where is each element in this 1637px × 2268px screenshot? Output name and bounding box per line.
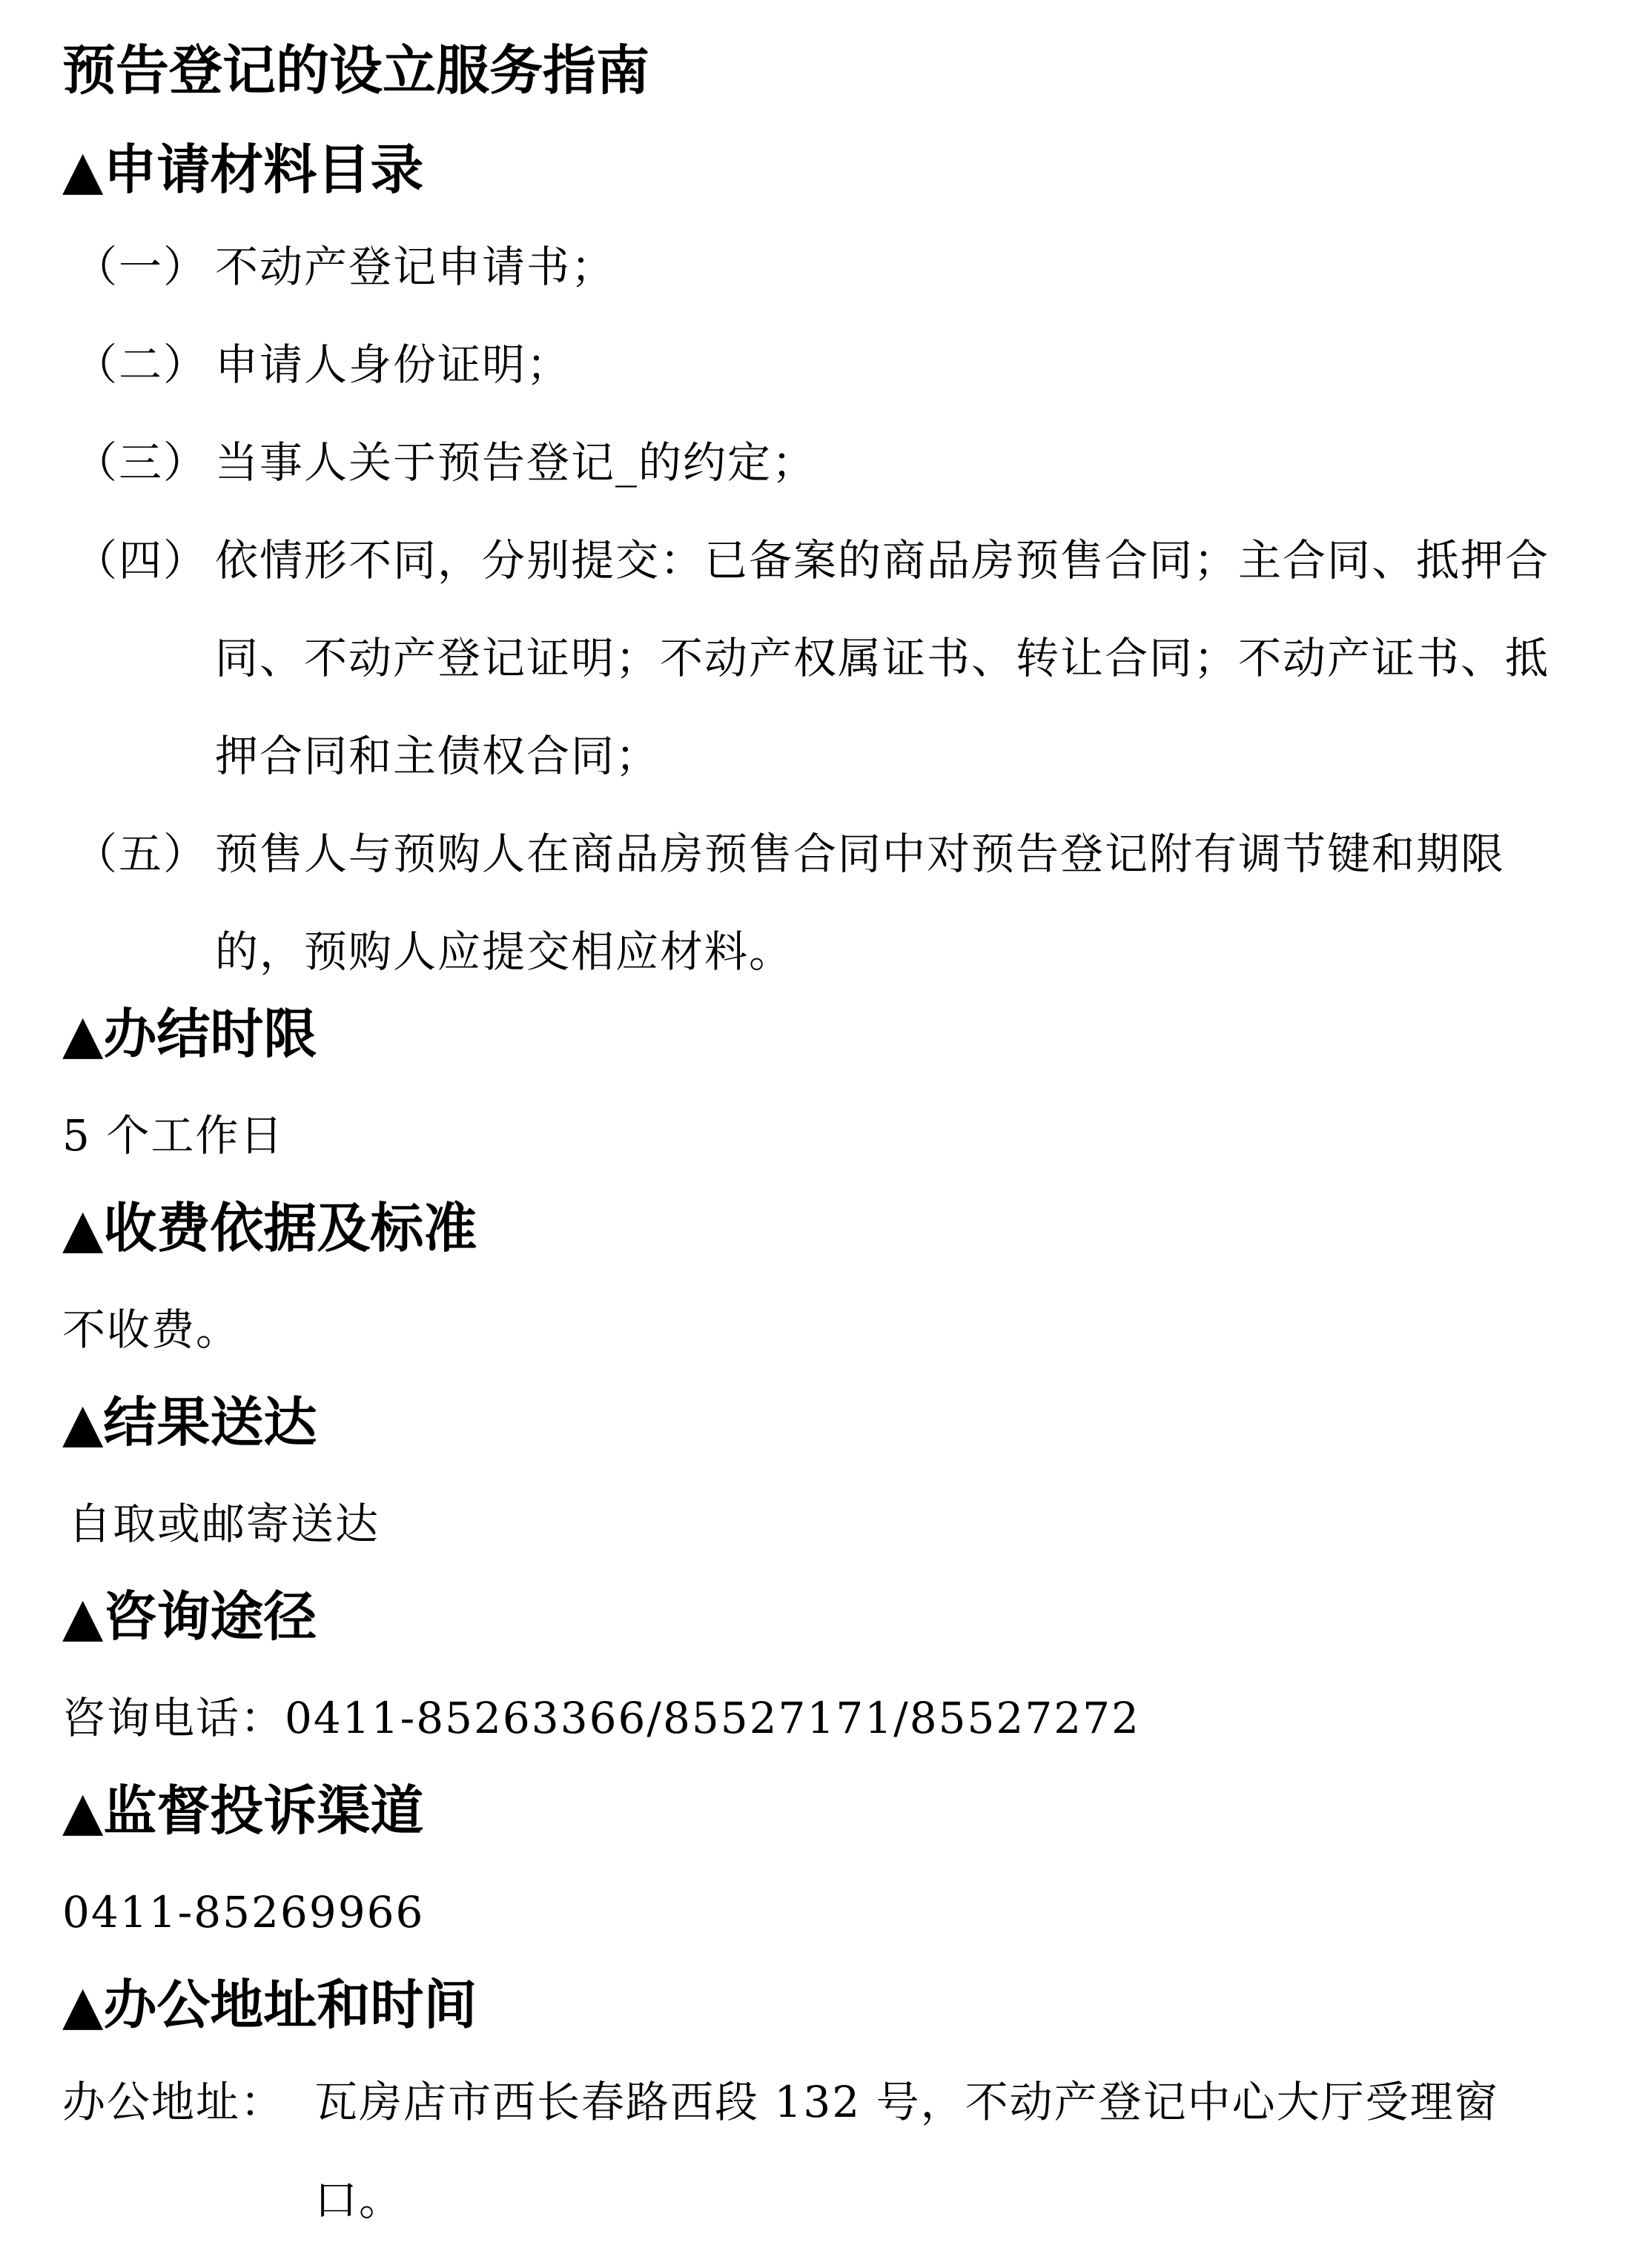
list-item xyxy=(74,434,1572,511)
supervision-phone-text: 0411-85269966 xyxy=(62,1887,425,1937)
section-heading-supervision: ▲监督投诉渠道 xyxy=(62,1780,424,1842)
list-item-text: 当事人关于预告登记_的约定； xyxy=(215,437,817,488)
section-heading-fees: ▲收费依据及标准 xyxy=(62,1197,477,1259)
page-title: 预告登记的设立服务指南 xyxy=(62,39,650,102)
list-item xyxy=(74,532,1572,805)
section-heading-time-limit: ▲办结时限 xyxy=(62,1003,317,1065)
time-limit-text: 5 个工作日 xyxy=(62,1110,285,1161)
list-item xyxy=(74,239,1572,316)
list-item xyxy=(74,336,1572,414)
list-item-text: 不动产登记申请书； xyxy=(215,242,616,292)
list-item-number: （四） xyxy=(74,535,208,586)
list-item-text: 预售人与预购人在商品房预售合同中对预告登记附有调节键和期限的，预购人应提交相应材料。 xyxy=(215,829,1506,977)
section-heading-materials: ▲申请材料目录 xyxy=(62,139,424,201)
list-item-number: （五） xyxy=(74,829,208,879)
delivery-text: 自取或邮寄送达 xyxy=(68,1499,380,1549)
list-item xyxy=(74,826,1572,1001)
section-heading-consult: ▲咨询途径 xyxy=(62,1585,317,1648)
office-address-text: 瓦房店市西长春路西段 132 号，不动产登记中心大厅受理窗口。 xyxy=(314,2077,1499,2225)
section-heading-office: ▲办公地址和时间 xyxy=(62,1974,477,2036)
list-item-number: （一） xyxy=(74,242,208,292)
list-item-number: （二） xyxy=(74,339,208,390)
section-heading-delivery: ▲结果送达 xyxy=(62,1391,317,1453)
consult-phone-text: 咨询电话：0411-85263366/85527171/85527272 xyxy=(62,1693,1140,1743)
office-address xyxy=(62,2074,1575,2249)
list-item-number: （三） xyxy=(74,437,208,488)
office-address-label: 办公地址： xyxy=(62,2077,285,2127)
list-item-text: 依情形不同，分别提交：已备案的商品房预售合同；主合同、抵押合同、不动产登记证明；不动产权属证书、转让合同；不动产证书、抵押合同和主债权合同； xyxy=(215,535,1550,781)
fees-text: 不收费。 xyxy=(62,1304,241,1355)
list-item-text: 申请人身份证明； xyxy=(215,339,572,390)
